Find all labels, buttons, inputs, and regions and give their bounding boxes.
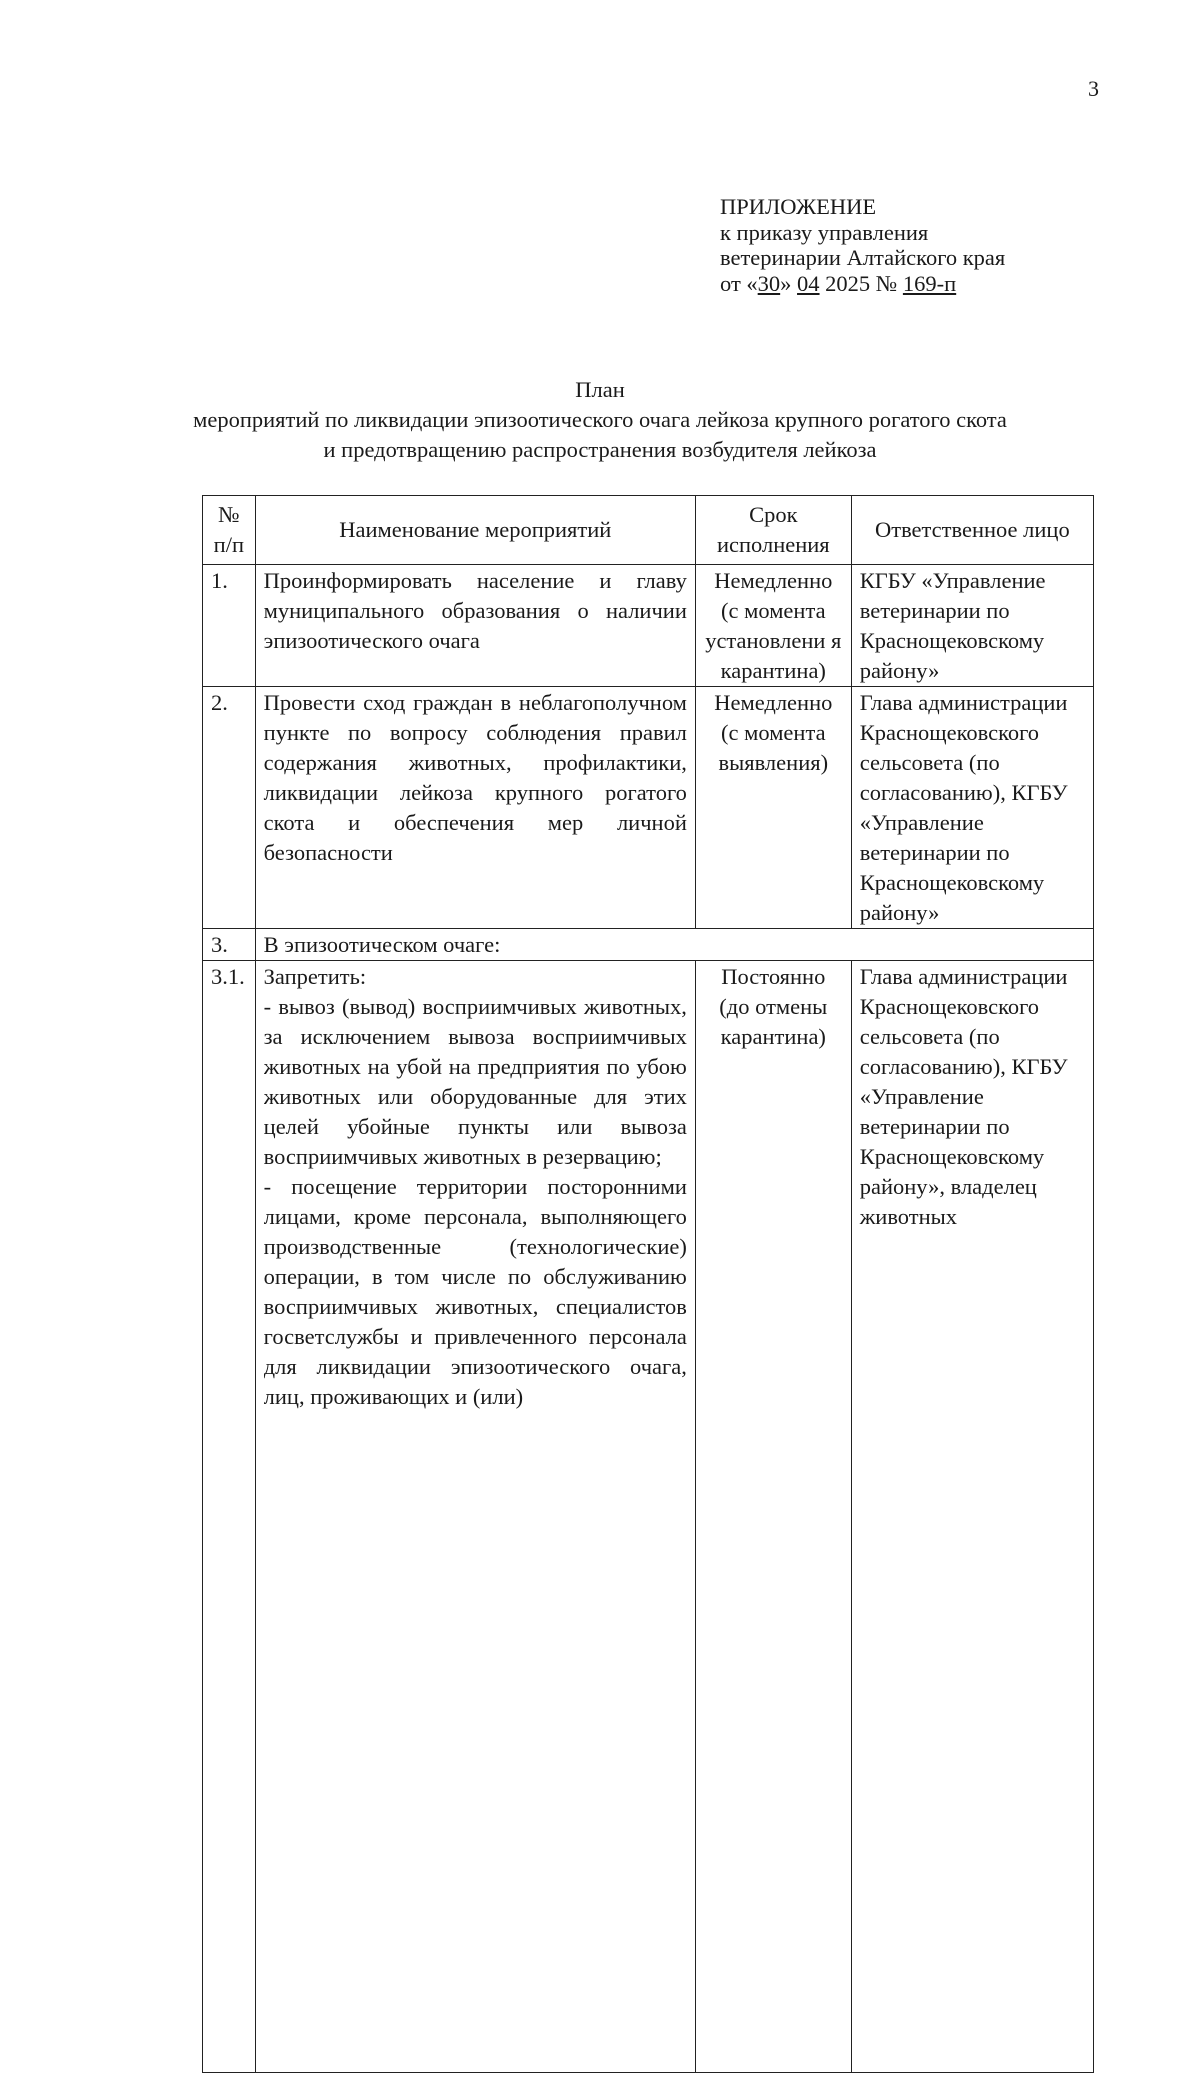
plan-table bbox=[202, 495, 1094, 2073]
order-number: 169-п bbox=[902, 270, 957, 296]
table-row bbox=[203, 565, 1094, 687]
appendix-line: ветеринарии Алтайского края bbox=[720, 245, 1006, 270]
row-num: 1. bbox=[203, 565, 256, 687]
title-line: мероприятий по ликвидации эпизоотического очага лейкоза крупного рогатого скота bbox=[193, 407, 1007, 432]
appendix-date-line bbox=[720, 271, 1005, 297]
date-month: 04 bbox=[797, 270, 820, 296]
row-num: 2. bbox=[203, 687, 256, 929]
row-resp: КГБУ «Управление ветеринарии по Краснощековскому району» bbox=[851, 565, 1093, 687]
table-row bbox=[203, 929, 1094, 961]
row-num: 3. bbox=[203, 929, 256, 961]
date-day: 30 bbox=[757, 270, 781, 296]
header-num: № п/п bbox=[203, 496, 256, 565]
title-line: План bbox=[575, 377, 625, 402]
row-resp: Глава администрации Краснощековского сельсовета (по согласованию), КГБУ «Управление ветеринарии по Краснощековскому району» bbox=[851, 687, 1093, 929]
header-resp: Ответственное лицо bbox=[851, 496, 1093, 565]
row-num: 3.1. bbox=[203, 961, 256, 2073]
header-term: Срок исполнения bbox=[695, 496, 851, 565]
row-name-text: Запретить: - вывоз (вывод) восприимчивых животных, за исключением вывоза восприимчивых животных на убой на предприятия по убою животных или оборудованные для этих целей убойные пункты или вывоза восприимчивых животных в резервацию; - посещение территории посторонними лицами, кроме персонала, выполняющего производственные (технологические) операции, в том числе по обслуживанию восприимчивых животных, специалистов госветслужбы и привлеченного персонала для ликвидации эпизоотического очага, лиц, проживающих и (или) bbox=[263, 964, 687, 1409]
row-resp: Глава администрации Краснощековского сельсовета (по согласованию), КГБУ «Управление ветеринарии по Краснощековскому району», владелец животных bbox=[851, 961, 1093, 2073]
appendix-title: ПРИЛОЖЕНИЕ bbox=[720, 194, 877, 219]
date-year: 2025 № bbox=[819, 270, 903, 296]
row-name bbox=[255, 961, 695, 2073]
row-term: Постоянно (до отмены карантина) bbox=[695, 961, 851, 2073]
date-mid: » bbox=[780, 270, 798, 296]
table-header-row bbox=[203, 496, 1094, 565]
row-term: Немедленно (с момента выявления) bbox=[695, 687, 851, 929]
appendix-block bbox=[720, 194, 1005, 296]
title-line: и предотвращению распространения возбудителя лейкоза bbox=[323, 437, 877, 462]
row-name: Провести сход граждан в неблагополучном пункте по вопросу соблюдения правил содержания животных, профилактики, ликвидации лейкоза крупного рогатого скота и обеспечения мер личной безопасности bbox=[255, 687, 695, 929]
document-title bbox=[60, 375, 1140, 465]
row-section-title: В эпизоотическом очаге: bbox=[255, 929, 1093, 961]
row-name: Проинформировать население и главу муниципального образования о наличии эпизоотического очага bbox=[255, 565, 695, 687]
row-term: Немедленно (с момента установлени я карантина) bbox=[695, 565, 851, 687]
table-row bbox=[203, 961, 1094, 2073]
date-prefix: от « bbox=[720, 270, 758, 296]
appendix-line: к приказу управления bbox=[720, 219, 929, 245]
table-row bbox=[203, 687, 1094, 929]
header-name: Наименование мероприятий bbox=[255, 496, 695, 565]
page-number: 3 bbox=[1088, 76, 1099, 101]
